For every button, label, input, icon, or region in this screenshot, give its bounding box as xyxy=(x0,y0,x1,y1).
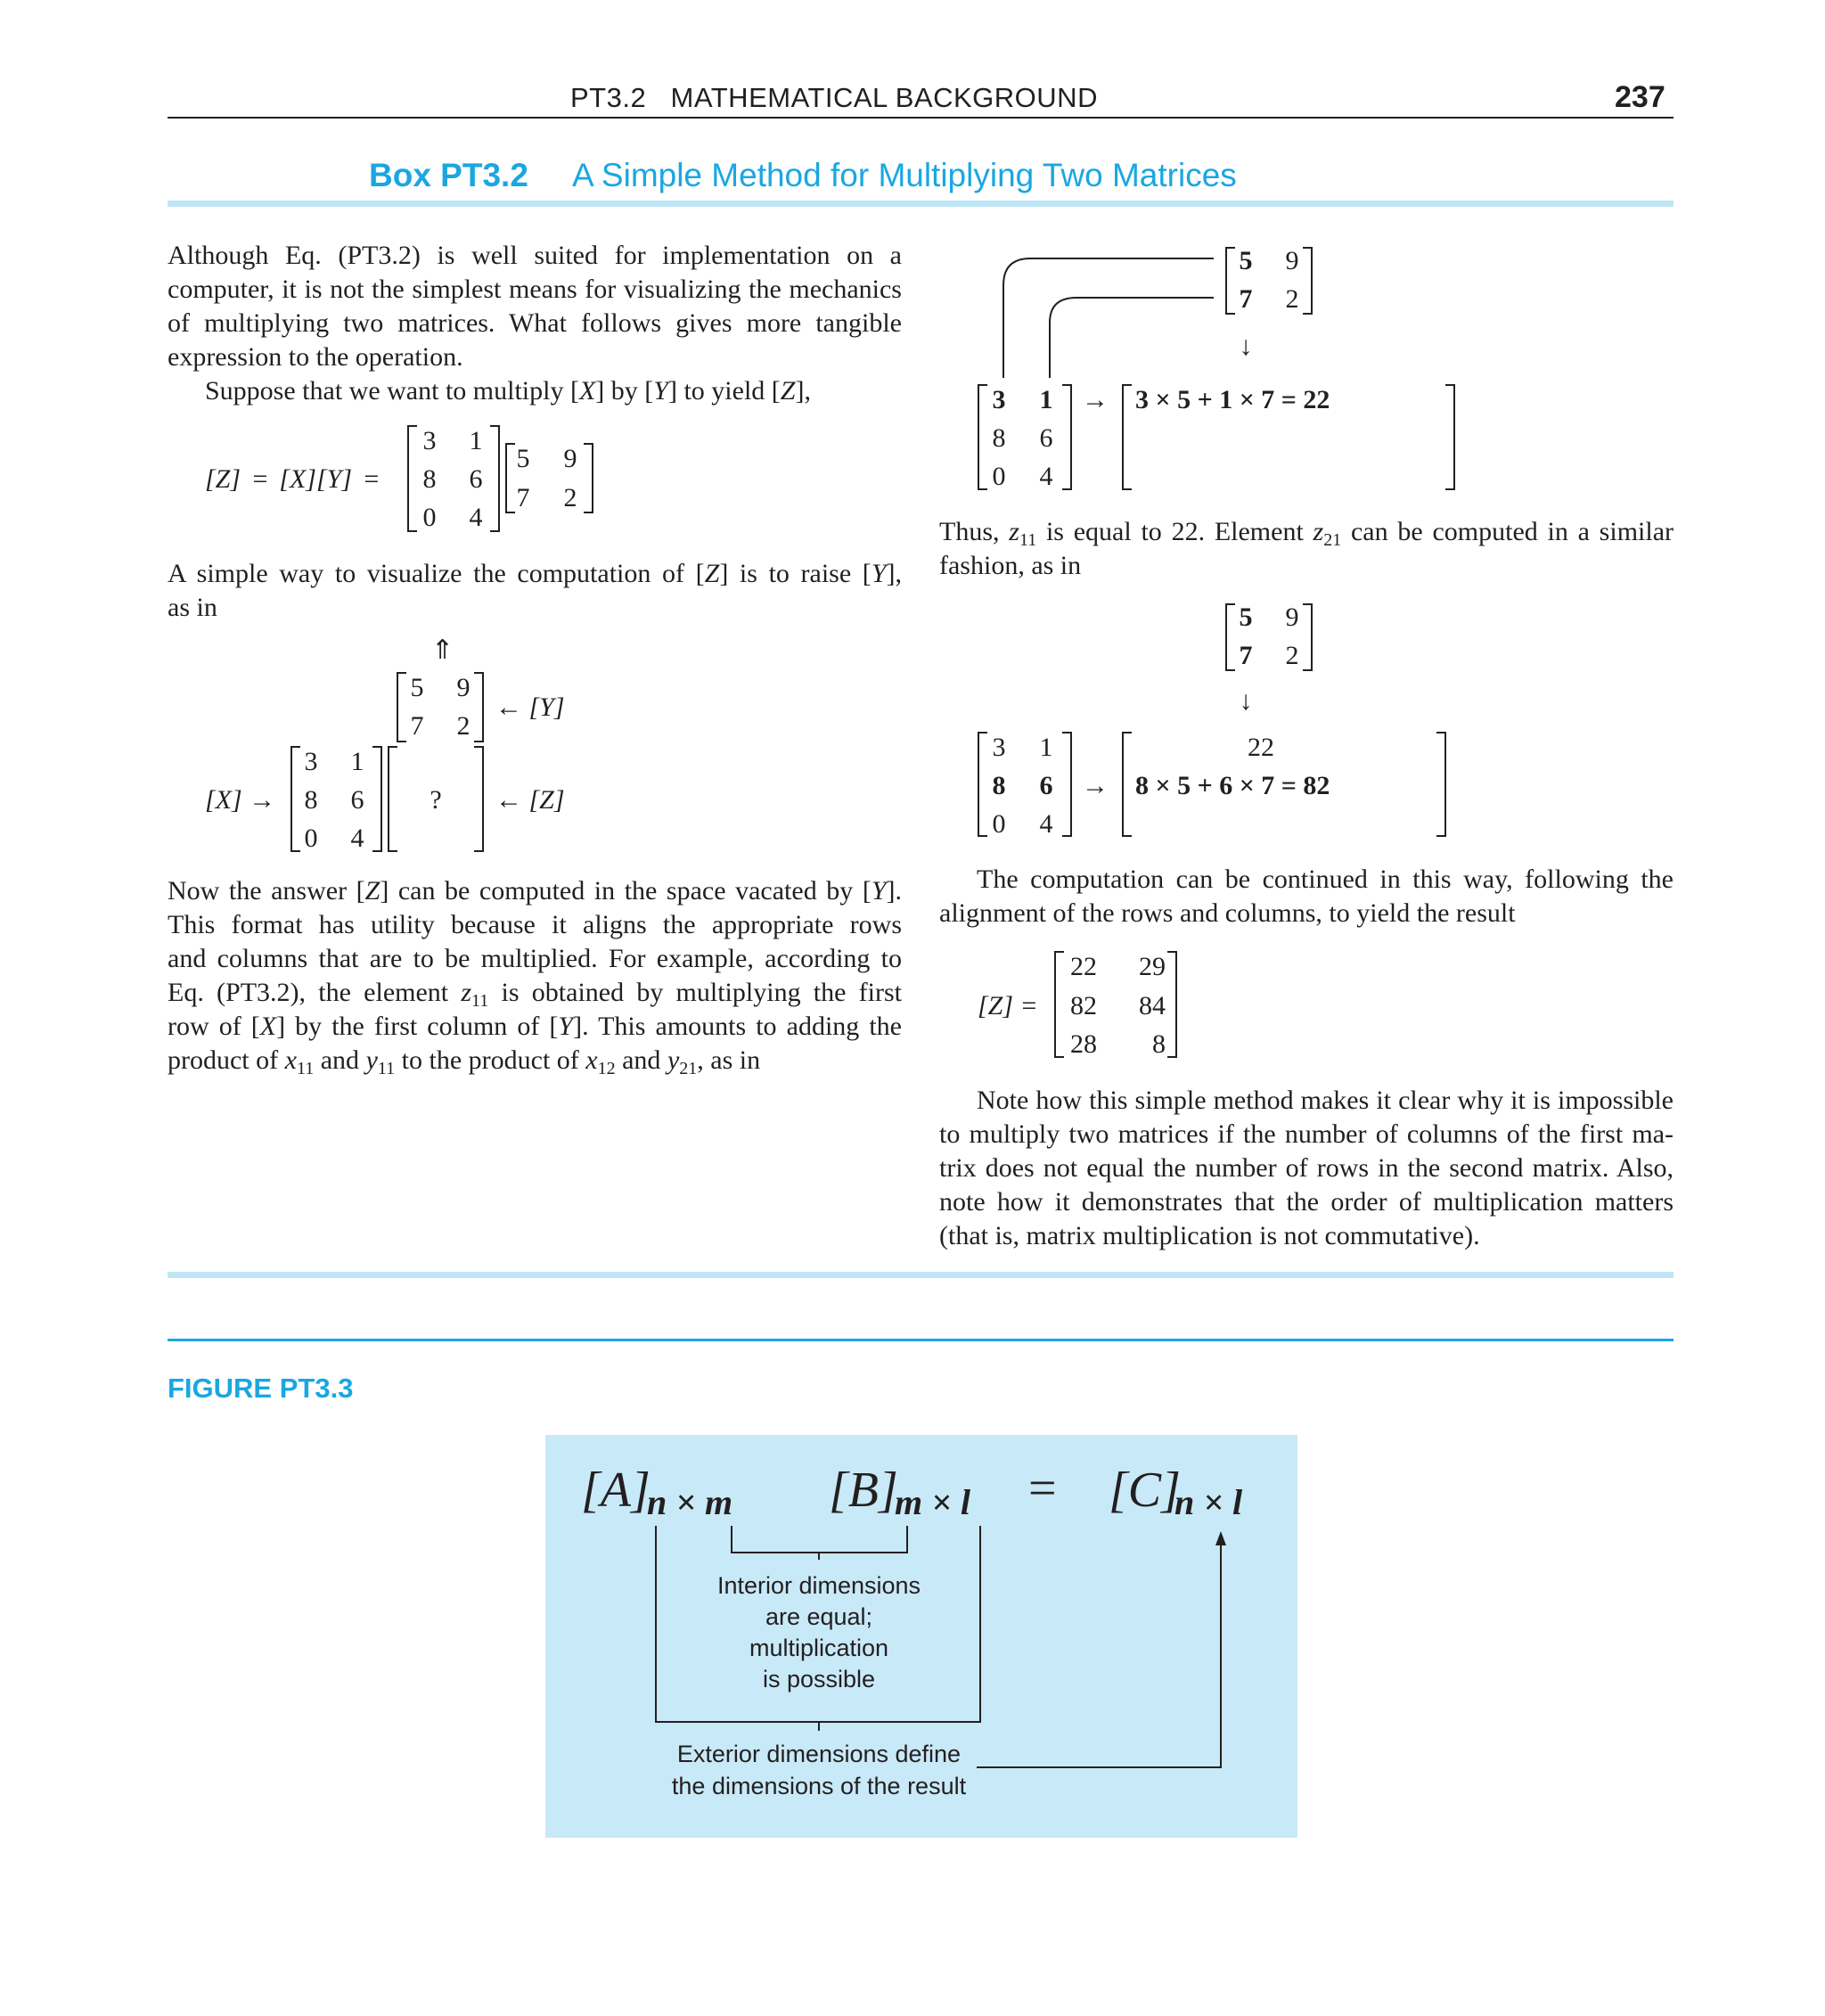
label-Z: ← [Z] xyxy=(495,785,565,815)
matrix-cell: 1 xyxy=(350,747,364,776)
right-paragraph-1 xyxy=(939,515,1674,583)
matrix-cell: 7 xyxy=(1239,284,1253,314)
matrix-cell: 29 xyxy=(1139,952,1166,981)
matrix-cell: 8 xyxy=(992,423,1006,453)
note-line: the dimensions of the result xyxy=(671,1773,967,1799)
unknown-mark: ? xyxy=(430,785,442,815)
text-line: The computation can be continued in this way, following the xyxy=(977,865,1674,894)
matrix-cell: 9 xyxy=(456,673,471,702)
text-line: Eq. (PT3.2), the element $z_{11}$ is obtained by multiplying the first xyxy=(168,978,903,1011)
text-line: Note how this simple method makes it clear why it is impossible xyxy=(977,1086,1674,1115)
right-paragraph-2 xyxy=(939,863,1674,930)
text-line: of multiplying two matrices. What follows gives more tangible xyxy=(168,308,902,338)
note-line: is possible xyxy=(762,1666,876,1692)
left-paragraph-1 xyxy=(168,239,902,374)
matrix-cell: 3 xyxy=(422,426,437,455)
matrix-cell: 5 xyxy=(516,444,530,473)
text-line: trix does not equal the number of rows in the second matrix. Also, xyxy=(939,1153,1674,1183)
matrix-cell: 7 xyxy=(410,711,424,741)
running-title: PT3.2 MATHEMATICAL BACKGROUND xyxy=(570,82,1098,113)
result-lhs: [Z] = xyxy=(978,991,1038,1020)
matrix-cell: 28 xyxy=(1070,1029,1097,1059)
text-line: Thus, $z_{11}$ is equal to 22. Element $z_{21}$ can be computed in a similar xyxy=(939,517,1674,550)
interior-dimensions-note xyxy=(677,1570,961,1695)
box-top-rule xyxy=(168,201,1674,207)
matrix-A-dims: n × m xyxy=(647,1482,733,1522)
matrix-cell: 6 xyxy=(469,464,483,494)
matrix-cell: 8 xyxy=(992,771,1006,800)
matrix-cell: 3 xyxy=(304,747,318,776)
down-arrow-icon: ↓ xyxy=(1239,686,1253,716)
matrix-cell: 4 xyxy=(1039,809,1053,839)
matrix-cell: 8 xyxy=(304,785,318,815)
text-line: as in xyxy=(168,593,217,622)
right-arrow-icon: → xyxy=(1082,385,1109,414)
text-line: note how it demonstrates that the order of multiplication matters xyxy=(939,1187,1674,1217)
matrix-cell: 8 xyxy=(422,464,437,494)
text-line: product of $x_{11}$ and $y_{11}$ to the product of $x_{12}$ and $y_{21}$, as in xyxy=(168,1045,761,1078)
note-line: are equal; xyxy=(765,1603,873,1630)
matrix-cell: 3 xyxy=(992,385,1006,414)
text-line: row of [X] by the first column of [Y]. This amounts to adding the xyxy=(168,1012,902,1041)
text-line: computer, it is not the simplest means for visualizing the mechanics xyxy=(168,275,902,304)
matrix-cell: 0 xyxy=(304,824,318,853)
matrix-cell: 1 xyxy=(1039,385,1053,414)
box-bottom-rule xyxy=(168,1272,1674,1278)
calculation-z11: 3 × 5 + 1 × 7 = 22 xyxy=(1135,385,1330,414)
matrix-cell: 1 xyxy=(469,426,483,455)
figure-top-rule xyxy=(168,1339,1674,1341)
label-Y: ← [Y] xyxy=(495,692,565,722)
text-line: expression to the operation. xyxy=(168,342,463,372)
text-line: to multiply two matrices if the number of columns of the first ma- xyxy=(939,1119,1674,1149)
result-z11-value: 22 xyxy=(1248,733,1274,762)
left-paragraph-4 xyxy=(168,874,902,1078)
matrix-cell: 4 xyxy=(350,824,364,853)
matrix-cell: 9 xyxy=(1285,602,1299,632)
matrix-cell: 1 xyxy=(1039,733,1053,762)
matrix-C-dims: n × l xyxy=(1174,1482,1243,1522)
matrix-A: [A] xyxy=(581,1463,651,1518)
matrix-cell: 6 xyxy=(1039,771,1053,800)
matrix-cell: 7 xyxy=(1239,641,1253,670)
exterior-dimensions-note xyxy=(641,1738,997,1802)
matrix-cell: 6 xyxy=(350,785,364,815)
matrix-cell: 2 xyxy=(563,483,577,512)
matrix-cell: 5 xyxy=(1239,246,1253,275)
text-line: and columns that are to be multiplied. For example, according to xyxy=(168,944,902,973)
matrix-cell: 9 xyxy=(1285,246,1299,275)
matrix-cell: 5 xyxy=(1239,602,1253,632)
matrix-cell: 0 xyxy=(992,462,1006,491)
down-arrow-icon: ↓ xyxy=(1239,332,1253,361)
raise-arrow-icon: ⇑ xyxy=(431,635,454,665)
note-line: Interior dimensions xyxy=(716,1572,921,1599)
text-line: A simple way to visualize the computation of [Z] is to raise [Y], xyxy=(168,559,902,588)
matrix-cell: 6 xyxy=(1039,423,1053,453)
text-line: Although Eq. (PT3.2) is well suited for implementation on a xyxy=(168,241,902,270)
matrix-C: [C] xyxy=(1109,1463,1181,1518)
eq1-lhs: [Z] = [X][Y] = xyxy=(205,464,381,494)
left-paragraph-3 xyxy=(168,557,902,625)
matrix-cell: 8 xyxy=(1152,1029,1166,1059)
note-line: multiplication xyxy=(749,1635,889,1661)
matrix-cell: 2 xyxy=(456,711,471,741)
equals-sign: = xyxy=(1028,1461,1057,1516)
page-number: 237 xyxy=(1615,80,1665,114)
right-paragraph-3 xyxy=(939,1084,1674,1253)
text-line: fashion, as in xyxy=(939,551,1082,580)
matrix-cell: 2 xyxy=(1285,284,1299,314)
matrix-B: [B] xyxy=(829,1463,898,1518)
matrix-cell: 5 xyxy=(410,673,424,702)
text-line: alignment of the rows and columns, to yield the result xyxy=(939,898,1516,928)
matrix-cell: 3 xyxy=(992,733,1006,762)
matrix-B-dims: m × l xyxy=(895,1482,971,1522)
text-line: (that is, matrix multiplication is not commutative). xyxy=(939,1221,1480,1250)
matrix-cell: 0 xyxy=(422,503,437,532)
matrix-cell: 84 xyxy=(1139,991,1166,1020)
figure-label: FIGURE PT3.3 xyxy=(168,1373,354,1404)
matrix-cell: 0 xyxy=(992,809,1006,839)
matrix-cell: 4 xyxy=(1039,462,1053,491)
calculation-z21: 8 × 5 + 6 × 7 = 82 xyxy=(1135,771,1330,800)
box-title: A Simple Method for Multiplying Two Matrices xyxy=(572,157,1237,193)
matrix-cell: 22 xyxy=(1070,952,1097,981)
label-X: [X] → xyxy=(205,785,276,815)
text-line: Now the answer [Z] can be computed in the space vacated by [Y]. xyxy=(168,876,902,906)
matrix-cell: 2 xyxy=(1285,641,1299,670)
matrix-cell: 82 xyxy=(1070,991,1097,1020)
box-label: Box PT3.2 xyxy=(369,157,528,193)
note-line: Exterior dimensions define xyxy=(676,1741,962,1767)
right-arrow-icon: → xyxy=(1082,771,1109,800)
text-line: This format has utility because it aligns the appropriate rows xyxy=(168,910,902,939)
matrix-cell: 7 xyxy=(516,483,530,512)
matrix-cell: 9 xyxy=(563,444,577,473)
matrix-cell: 4 xyxy=(469,503,483,532)
left-paragraph-2: Suppose that we want to multiply [X] by [Y] to yield [Z], xyxy=(205,376,811,406)
header-rule xyxy=(168,117,1674,119)
